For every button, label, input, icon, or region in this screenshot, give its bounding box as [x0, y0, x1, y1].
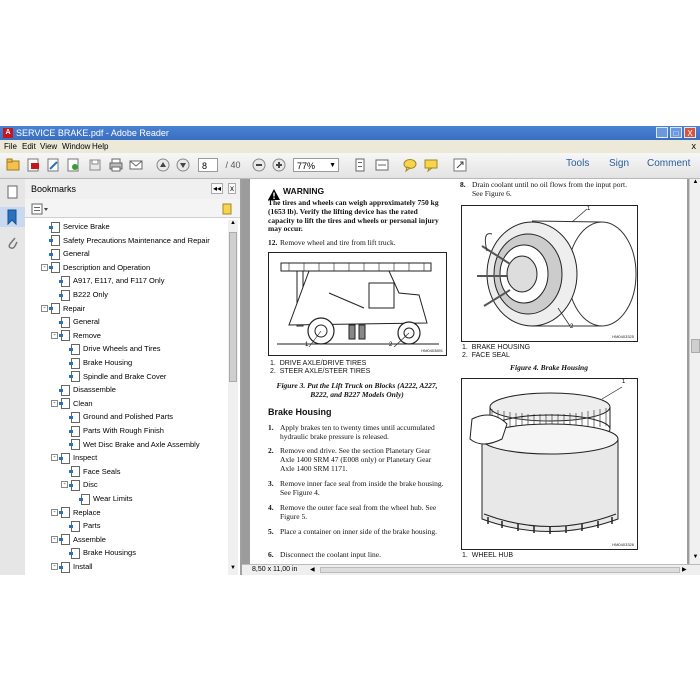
bookmark-page-icon [61, 317, 70, 328]
bookmark-page-icon [51, 303, 60, 314]
fig3-legend-1-num: 1. [270, 360, 276, 367]
document-close-icon[interactable]: x [691, 141, 696, 151]
fig4-legend-1-num: 1. [462, 344, 468, 351]
bookmark-label: Install [73, 562, 93, 571]
fig4-callout-2: 2 [570, 324, 574, 330]
bookmark-item[interactable] [71, 465, 121, 478]
step-12-text: Remove wheel and tire from lift truck. [280, 238, 396, 247]
fig3-callout-2: 2 [389, 342, 393, 348]
sign-button[interactable]: Sign [609, 158, 630, 169]
bookmark-page-icon [71, 521, 80, 532]
title-bar [0, 126, 700, 140]
hscroll-right-icon[interactable]: ▶ [682, 567, 687, 573]
next-page-icon[interactable] [176, 157, 190, 173]
expand-icon[interactable] [452, 157, 468, 173]
procedure-step-6-text: Disconnect the coolant input line. [280, 550, 382, 559]
bookmark-tree [25, 220, 228, 575]
bookmark-page-icon [71, 466, 80, 477]
fig3-callout-1: 1 [305, 342, 309, 348]
scroll-up-icon[interactable]: ▲ [230, 220, 236, 226]
window-title: SERVICE BRAKE.pdf - Adobe Reader [16, 128, 169, 138]
procedure-step-4-text: Remove the outer face seal from the wheel hub. See Figure 5. [280, 503, 437, 521]
bookmark-label: Brake Housing [83, 358, 133, 367]
navigation-pane-strip [0, 179, 26, 575]
bookmark-collapse-toggle[interactable]: - [51, 454, 58, 461]
bookmark-page-icon [61, 507, 70, 518]
bookmark-item[interactable] [71, 424, 164, 437]
bookmark-item[interactable] [71, 356, 132, 369]
brake-housing-drawing [462, 206, 637, 341]
previous-page-icon[interactable] [156, 157, 170, 173]
bookmark-page-icon [71, 548, 80, 559]
bookmark-label: Brake Housings [83, 548, 136, 558]
fig3-legend-2-text: STEER AXLE/STEER TIRES [279, 367, 371, 375]
document-view[interactable] [242, 179, 689, 564]
bookmark-page-icon [61, 276, 70, 287]
zoom-value: 77% [297, 161, 316, 171]
hscroll-left-icon[interactable]: ◀ [310, 567, 315, 573]
comment-bubble-icon[interactable] [402, 157, 418, 173]
figure-4-brake-housing [461, 205, 638, 342]
bookmark-item[interactable] [61, 397, 93, 410]
bookmark-label: Spindle and Brake Cover [83, 371, 167, 381]
bookmark-collapse-toggle[interactable]: - [51, 536, 58, 543]
bookmark-item[interactable] [81, 492, 132, 505]
bookmark-label: Description and Operation [63, 262, 151, 272]
procedure-step-5-number: 5. [268, 527, 274, 536]
bookmark-item[interactable] [51, 220, 110, 233]
comment-button[interactable]: Comment [647, 158, 691, 169]
bookmark-label: Remove [73, 330, 101, 340]
close-button[interactable]: X [684, 127, 696, 138]
chevron-down-icon: ▼ [329, 162, 336, 169]
procedure-step-1-text: Apply brakes ten to twenty times until accumulated hydraulic brake pressure is released. [280, 423, 435, 441]
reader-window [0, 126, 700, 575]
fig4-code: HM0403325 [612, 334, 634, 339]
menu-view[interactable]: View [40, 142, 58, 151]
bookmark-item[interactable] [61, 533, 106, 546]
bookmark-label: Face Seals [83, 466, 121, 476]
collapse-panel-icon[interactable]: ◂◂ [213, 184, 222, 193]
adobe-reader-icon: A [3, 128, 13, 138]
open-icon[interactable] [5, 157, 21, 173]
bookmark-item[interactable] [51, 302, 85, 315]
bookmarks-header [25, 179, 240, 199]
bookmark-collapse-toggle[interactable]: - [41, 305, 48, 312]
find-bookmark-icon[interactable] [221, 202, 233, 220]
fig3-legend [270, 360, 370, 375]
tools-button[interactable]: Tools [566, 158, 590, 169]
bookmark-item[interactable] [51, 234, 210, 247]
page-size-label: 8,50 x 11,00 in [252, 566, 298, 573]
bookmark-item[interactable] [71, 478, 98, 491]
procedure-step-8-text: Drain coolant until no oil flows from the input port. See Figure 6. [472, 180, 627, 198]
bookmark-item[interactable] [61, 506, 101, 519]
procedure-step-2-number: 2. [268, 446, 274, 455]
doc-scroll-up-icon[interactable]: ▲ [692, 179, 699, 185]
create-pdf-icon[interactable] [25, 157, 41, 173]
bookmarks-scroll-thumb[interactable] [229, 232, 237, 382]
bookmark-collapse-toggle[interactable]: - [51, 563, 58, 570]
menu-bar [0, 140, 700, 153]
email-icon[interactable] [128, 157, 144, 173]
bookmark-label: Wear Limits [93, 494, 133, 503]
bookmark-label: Drive Wheels and Tires [83, 344, 161, 354]
fit-width-icon[interactable] [374, 157, 390, 173]
bookmark-page-icon [61, 398, 70, 409]
procedure-step-4-number: 4. [268, 503, 274, 512]
bookmark-collapse-toggle[interactable]: - [51, 400, 58, 407]
bookmark-collapse-toggle[interactable]: - [51, 509, 58, 516]
bookmark-item[interactable] [71, 410, 173, 423]
fig4-legend-2-num: 2. [462, 351, 468, 359]
figure-5-wheel-hub [461, 378, 638, 550]
share-icon[interactable] [65, 157, 81, 173]
fig4-legend-1-text: BRAKE HOUSING [471, 344, 531, 351]
bookmark-page-icon [71, 344, 80, 355]
lift-truck-drawing [269, 253, 446, 355]
bookmark-label: Wet Disc Brake and Axle Assembly [83, 439, 200, 449]
wheel-hub-drawing [462, 379, 637, 549]
horizontal-scrollbar[interactable] [320, 567, 680, 573]
bookmark-item[interactable] [51, 247, 90, 260]
bookmark-page-icon [61, 330, 70, 341]
bookmark-item[interactable] [61, 315, 100, 328]
bookmarks-tab[interactable] [0, 207, 25, 227]
bookmark-label: A917, E117, and F117 Only [73, 276, 165, 286]
bookmark-item[interactable] [61, 451, 97, 464]
fig3-legend-1-text: DRIVE AXLE/DRIVE TIRES [279, 360, 367, 367]
procedure-step-8-number: 8. [460, 180, 466, 189]
bookmark-label: Repair [63, 303, 86, 313]
zoom-select[interactable] [293, 158, 339, 172]
procedure-step-2-text: Remove end drive. See the section Planetary Gear Axle 1400 SRM 47 (E008 only) or Planetary Gear Axle 1400 SRM 1171. [280, 446, 432, 473]
procedure-step-6-number: 6. [268, 550, 274, 559]
bookmark-item[interactable] [51, 261, 150, 274]
toolbar [0, 153, 700, 179]
fig3-caption: Figure 3. Put the Lift Truck on Blocks (A222, A227, B222, and B227 Models Only) [276, 381, 438, 399]
bookmark-page-icon [61, 534, 70, 545]
bookmark-label: Parts [83, 521, 101, 531]
fig5-callout-1: 1 [622, 379, 626, 385]
page-thumbnails-icon[interactable] [6, 185, 19, 204]
bookmark-page-icon [51, 249, 60, 260]
bookmark-page-icon [71, 480, 80, 491]
bookmark-page-icon [71, 412, 80, 423]
bookmark-page-icon [51, 222, 60, 233]
fig5-legend [462, 552, 513, 560]
bookmark-collapse-toggle[interactable]: - [61, 481, 68, 488]
document-scroll-thumb[interactable] [691, 339, 700, 353]
bookmark-page-icon [71, 426, 80, 437]
print-icon[interactable] [108, 157, 124, 173]
bookmark-item[interactable] [61, 274, 164, 287]
bookmark-label: Service Brake [63, 222, 110, 231]
document-scrollbar[interactable] [689, 179, 700, 564]
bookmark-label: Parts With Rough Finish [83, 426, 164, 435]
procedure-step-5-text: Place a container on inner side of the brake housing. [280, 527, 438, 536]
bookmark-label: Inspect [73, 453, 98, 463]
bookmark-item[interactable] [71, 342, 161, 355]
bookmark-page-icon [51, 262, 60, 273]
bookmark-page-icon [61, 290, 70, 301]
bookmark-page-icon [71, 371, 80, 382]
status-bar [242, 564, 700, 575]
maximize-button[interactable]: □ [670, 127, 682, 138]
doc-scroll-down-icon[interactable]: ▼ [692, 554, 699, 560]
minimize-button[interactable]: _ [656, 127, 668, 138]
zoom-out-icon[interactable] [252, 157, 266, 173]
menu-file[interactable]: File [4, 142, 17, 151]
bookmarks-toolbar [25, 199, 240, 218]
menu-help[interactable]: Help [92, 142, 109, 151]
procedure-step-1-number: 1. [268, 423, 274, 432]
bookmark-item[interactable] [61, 383, 116, 396]
bookmark-options-icon[interactable] [31, 202, 49, 220]
bookmark-label: Ground and Polished Parts [83, 412, 174, 422]
bookmark-page-icon [71, 439, 80, 450]
bookmark-label: General [63, 249, 90, 259]
bookmark-label: Safety Precautions Maintenance and Repair [63, 235, 210, 245]
bookmark-item[interactable] [71, 370, 166, 383]
bookmark-item[interactable] [61, 560, 93, 573]
bookmark-item[interactable] [61, 288, 108, 301]
fig4-callout-1: 1 [587, 206, 591, 212]
bookmark-label: B222 Only [73, 290, 109, 299]
bookmark-item[interactable] [61, 329, 101, 342]
bookmark-item[interactable] [71, 546, 136, 559]
menu-edit[interactable]: Edit [22, 142, 36, 151]
warning-title: WARNING [283, 186, 325, 196]
bookmarks-panel [25, 179, 242, 575]
edit-pdf-icon[interactable] [45, 157, 61, 173]
bookmarks-title: Bookmarks [31, 184, 77, 194]
bookmark-page-icon [61, 562, 70, 573]
fig5-legend-1-num: 1. [462, 552, 468, 559]
attachment-paperclip-icon[interactable] [6, 235, 19, 256]
bookmark-page-icon [51, 235, 60, 246]
zoom-in-icon[interactable] [272, 157, 286, 173]
fig5-code: HM0403326 [612, 542, 634, 547]
bookmark-collapse-toggle[interactable]: - [41, 264, 48, 271]
bookmark-label: Clean [73, 398, 93, 408]
bookmark-label: Disassemble [73, 385, 116, 395]
fit-page-icon[interactable] [352, 157, 368, 173]
fig3-code: HM0403891 [421, 348, 443, 353]
bookmarks-scrollbar[interactable] [228, 220, 238, 575]
menu-window[interactable]: Window [62, 142, 91, 151]
fig3-legend-2-num: 2. [270, 367, 276, 375]
bookmark-page-icon [71, 358, 80, 369]
fig4-legend-2-text: FACE SEAL [471, 351, 510, 359]
bookmark-label: Assemble [73, 534, 106, 544]
bookmark-page-icon [61, 453, 70, 464]
save-icon[interactable] [87, 157, 103, 173]
procedure-step-3-text: Remove inner face seal from inside the brake housing. See Figure 4. [280, 479, 444, 497]
bookmark-label: Replace [73, 507, 101, 517]
bookmark-item[interactable] [71, 438, 200, 451]
bookmark-item[interactable] [71, 519, 101, 532]
page-total: / 40 [225, 160, 241, 170]
fig5-legend-1-text: WHEEL HUB [471, 552, 514, 559]
fig4-caption: Figure 4. Brake Housing [510, 363, 588, 372]
bookmark-page-icon [81, 494, 90, 505]
warning-text: The tires and wheels can weigh approximately 750 kg (1653 lb). Verify the lifting device has the rated capacity to lift the tires and wheels or personal injury may occur. [268, 198, 439, 234]
highlight-icon[interactable] [423, 157, 439, 173]
bookmark-collapse-toggle[interactable]: - [51, 332, 58, 339]
close-panel-icon[interactable]: x [230, 184, 234, 193]
bookmark-label: General [73, 317, 100, 327]
bookmark-label: Disc [83, 480, 98, 490]
figure-3-lift-truck [268, 252, 447, 356]
brake-housing-heading: Brake Housing [268, 407, 332, 417]
pdf-page [250, 179, 687, 564]
page-number-input[interactable]: 8 [198, 158, 218, 172]
procedure-step-3-number: 3. [268, 479, 274, 488]
fig4-legend [462, 344, 530, 359]
scroll-down-icon[interactable]: ▼ [230, 565, 236, 571]
bookmark-page-icon [61, 385, 70, 396]
step-12-number: 12. [268, 238, 278, 247]
